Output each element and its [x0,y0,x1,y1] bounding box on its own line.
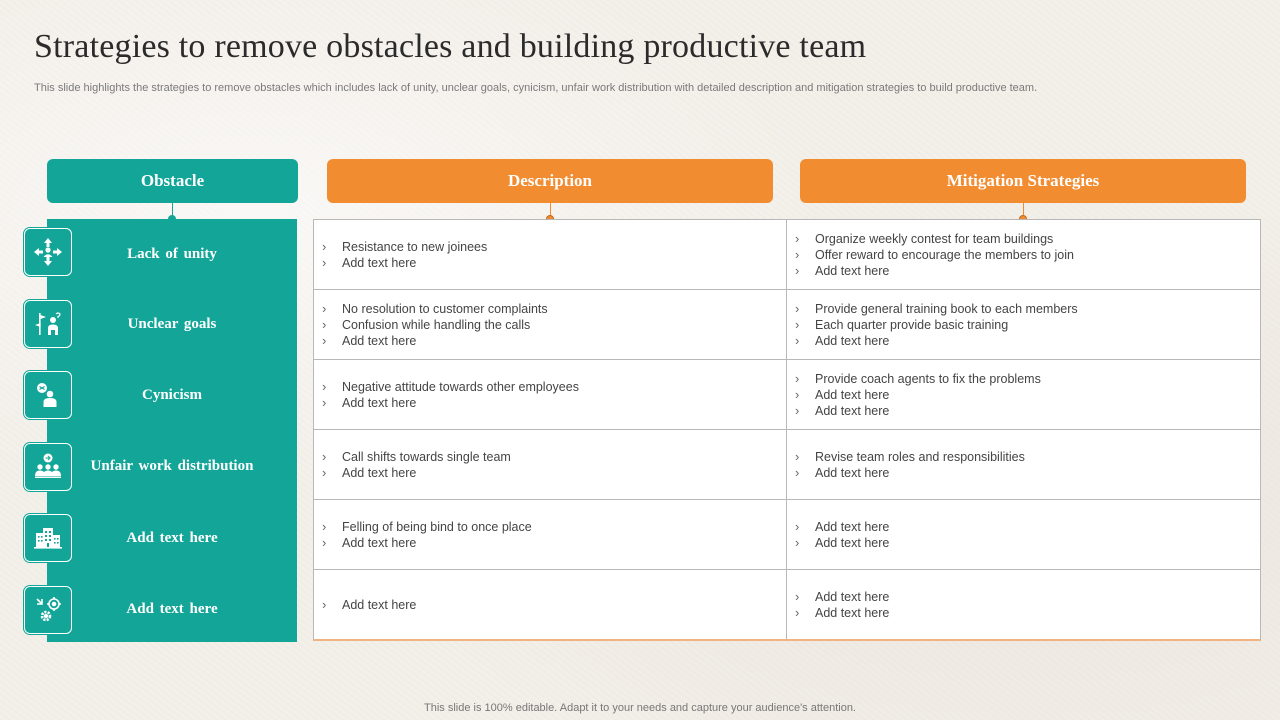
mitigation-cell [787,290,1260,359]
description-item: › Add text here [322,597,786,613]
description-item: › Add text here [322,395,786,411]
mitigation-item: › Add text here [795,333,1260,349]
description-cell [314,220,787,289]
table-row [314,430,1260,500]
description-item: › Add text here [322,535,786,551]
description-item: › Add text here [322,465,786,481]
mitigation-cell [787,360,1260,429]
obstacle-label: Add text here [126,600,218,617]
mitigation-header: Mitigation Strategies [800,159,1246,203]
obstacle-header: Obstacle [47,159,298,203]
table-row [314,500,1260,570]
description-cell [314,360,787,429]
mitigation-item: › Add text here [795,535,1260,551]
mitigation-cell [787,500,1260,569]
mitigation-item: › Add text here [795,465,1260,481]
mitigation-item: › Revise team roles and responsibilities [795,449,1260,465]
mitigation-item: › Add text here [795,387,1260,403]
obstacle-label: Unclear goals [127,315,217,332]
description-item: › Felling of being bind to once place [322,519,786,535]
description-cell [314,290,787,359]
mitigation-item: › Provide coach agents to fix the problems [795,371,1260,387]
frustrated-person-icon [24,371,72,419]
obstacle-panel [47,219,297,642]
description-item: › Call shifts towards single team [322,449,786,465]
table-row [314,290,1260,360]
description-item: › No resolution to customer complaints [322,301,786,317]
description-cell [314,500,787,569]
table-row [314,220,1260,290]
mitigation-cell [787,430,1260,499]
description-item: › Resistance to new joinees [322,239,786,255]
table-row [314,360,1260,430]
team-arrows-icon [24,228,72,276]
mitigation-item: › Add text here [795,403,1260,419]
table-row [314,570,1260,640]
mitigation-item: › Offer reward to encourage the members to join [795,247,1260,263]
mitigation-item: › Add text here [795,589,1260,605]
confused-person-icon [24,300,72,348]
obstacle-label: Lack of unity [127,245,217,262]
workload-team-icon [24,443,72,491]
page-subtitle: This slide highlights the strategies to remove obstacles which includes lack of unity, unclear goals, cynicism, unfair work distribution with detailed description and mitigation strategies to build productive team. [34,82,1038,94]
mitigation-item: › Organize weekly contest for team buildings [795,231,1260,247]
description-cell [314,430,787,499]
mitigation-item: › Add text here [795,605,1260,621]
description-cell [314,570,787,640]
building-icon [24,514,72,562]
page-title: Strategies to remove obstacles and building productive team [34,28,867,65]
mitigation-item: › Add text here [795,519,1260,535]
description-item: › Confusion while handling the calls [322,317,786,333]
description-item: › Add text here [322,255,786,271]
mitigation-item: › Provide general training book to each members [795,301,1260,317]
obstacle-label: Add text here [126,529,218,546]
mitigation-item: › Each quarter provide basic training [795,317,1260,333]
description-item: › Add text here [322,333,786,349]
strategy-table [313,219,1261,641]
obstacle-label: Unfair work distribution [90,457,254,474]
mitigation-cell [787,570,1260,640]
footer-note: This slide is 100% editable. Adapt it to your needs and capture your audience's attention. [424,702,856,714]
description-header: Description [327,159,773,203]
mitigation-item: › Add text here [795,263,1260,279]
description-item: › Negative attitude towards other employees [322,379,786,395]
mitigation-cell [787,220,1260,289]
obstacle-label: Cynicism [142,386,202,403]
target-gear-icon [24,586,72,634]
